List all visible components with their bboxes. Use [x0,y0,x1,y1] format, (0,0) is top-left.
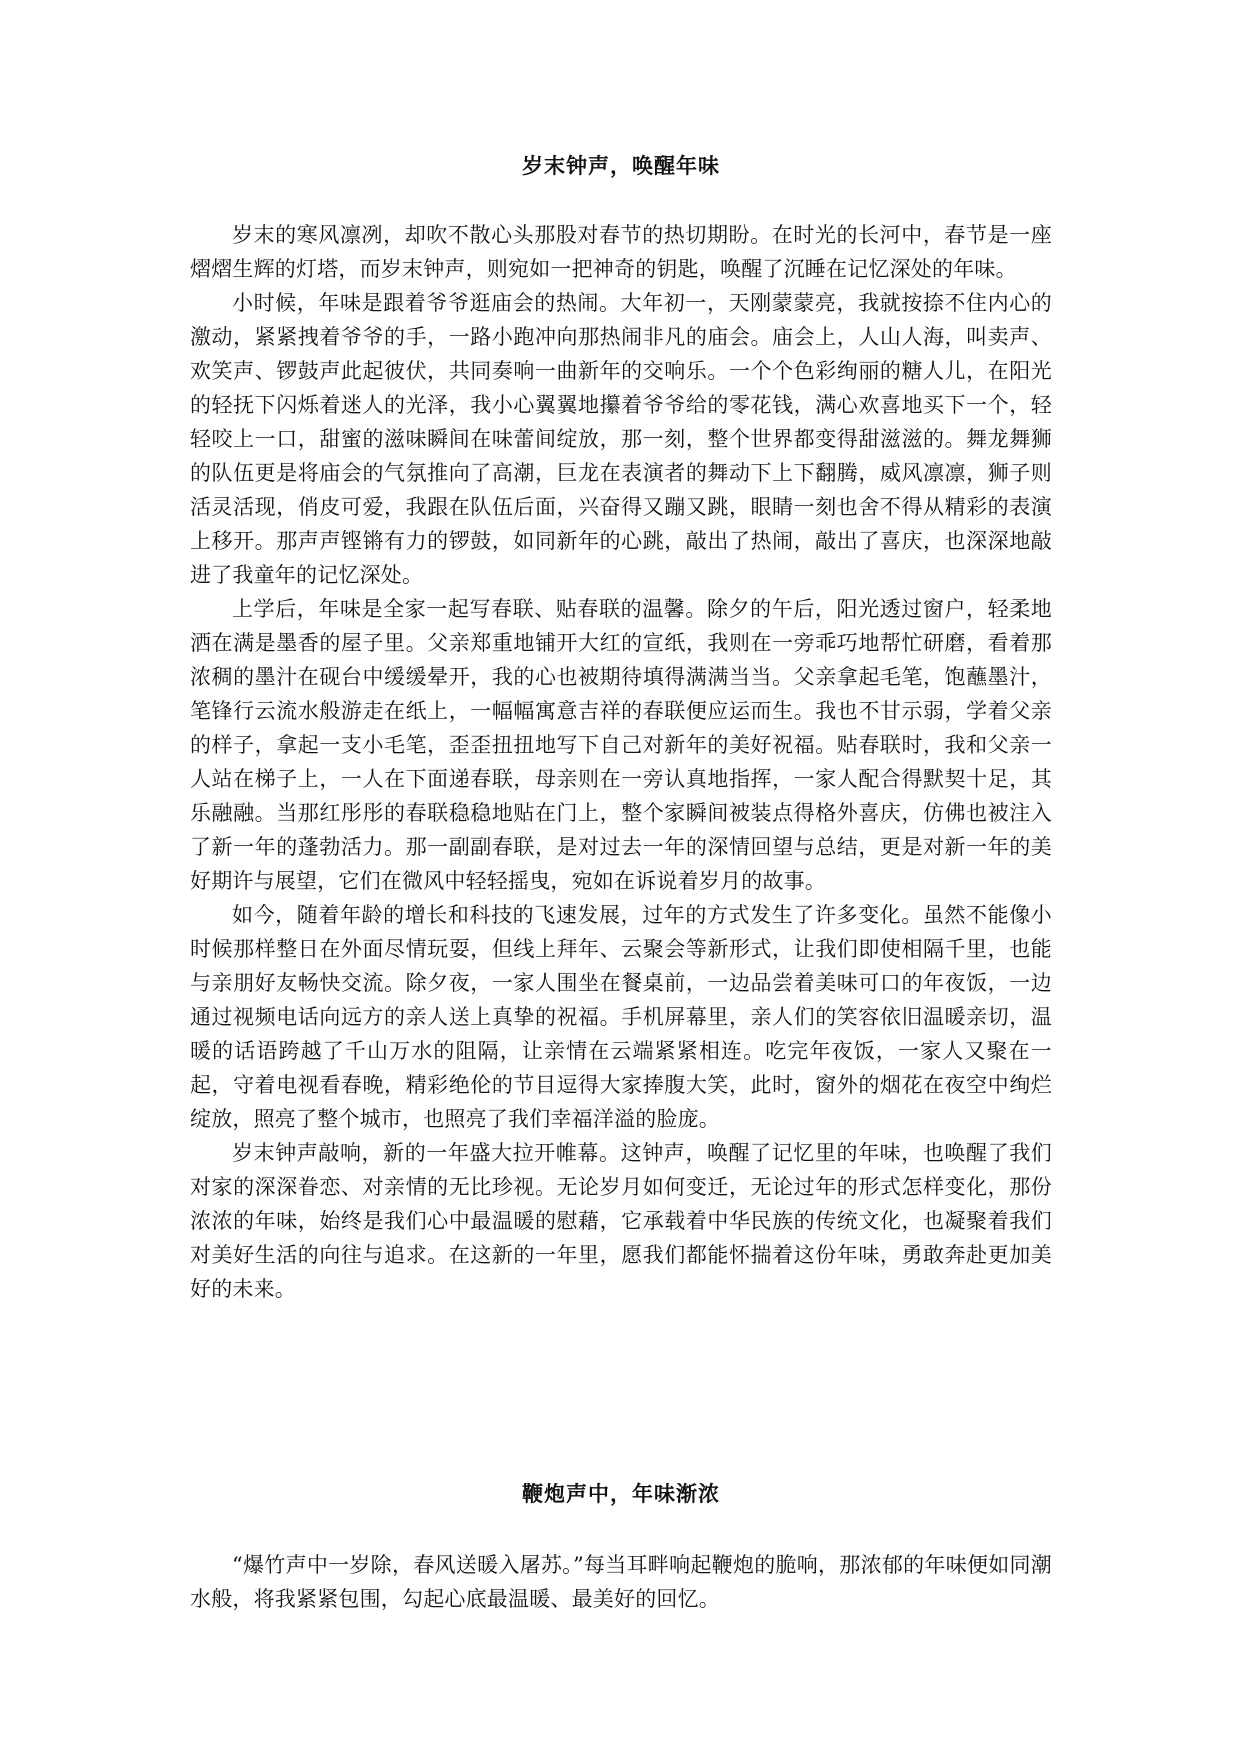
article-2-paragraph-1: “爆竹声中一岁除，春风送暖入屠苏。”每当耳畔响起鞭炮的脆响，那浓郁的年味便如同潮水般，将我紧紧包围，勾起心底最温暖、最美好的回忆。 [190,1553,1052,1611]
article-1-paragraph-4: 如今，随着年龄的增长和科技的飞速发展，过年的方式发生了许多变化。虽然不能像小时候那样整日在外面尽情玩耍，但线上拜年、云聚会等新形式，让我们即使相隔千里，也能与亲朋好友畅快交流。除夕夜，一家人围坐在餐桌前，一边品尝着美味可口的年夜饭，一边通过视频电话向远方的亲人送上真挚的祝福。手机屏幕里，亲人们的笑容依旧温暖亲切，温暖的话语跨越了千山万水的阻隔，让亲情在云端紧紧相连。吃完年夜饭，一家人又聚在一起，守着电视看春晚，精彩绝伦的节目逗得大家捧腹大笑，此时，窗外的烟花在夜空中绚烂绽放，照亮了整个城市，也照亮了我们幸福洋溢的脸庞。 [190,903,1052,1131]
article-1-title: 岁末钟声，唤醒年味 [522,153,720,178]
article-2-title: 鞭炮声中，年味渐浓 [522,1481,720,1506]
article-2 [190,1476,1052,1616]
article-1-paragraph-5: 岁末钟声敲响，新的一年盛大拉开帷幕。这钟声，唤醒了记忆里的年味，也唤醒了我们对家的深深眷恋、对亲情的无比珍视。无论岁月如何变迁，无论过年的形式怎样变化，那份浓浓的年味，始终是我们心中最温暖的慰藉，它承载着中华民族的传统文化，也凝聚着我们对美好生活的向往与追求。在这新的一年里，愿我们都能怀揣着这份年味，勇敢奔赴更加美好的未来。 [190,1141,1052,1301]
article-1-paragraph-3: 上学后，年味是全家一起写春联、贴春联的温馨。除夕的午后，阳光透过窗户，轻柔地洒在满是墨香的屋子里。父亲郑重地铺开大红的宣纸，我则在一旁乖巧地帮忙研磨，看着那浓稠的墨汁在砚台中缓缓晕开，我的心也被期待填得满满当当。父亲拿起毛笔，饱蘸墨汁，笔锋行云流水般游走在纸上，一幅幅寓意吉祥的春联便应运而生。我也不甘示弱，学着父亲的样子，拿起一支小毛笔，歪歪扭扭地写下自己对新年的美好祝福。贴春联时，我和父亲一人站在梯子上，一人在下面递春联，母亲则在一旁认真地指挥，一家人配合得默契十足，其乐融融。当那红彤彤的春联稳稳地贴在门上，整个家瞬间被装点得格外喜庆，仿佛也被注入了新一年的蓬勃活力。那一副副春联，是对过去一年的深情回望与总结，更是对新一年的美好期许与展望，它们在微风中轻轻摇曳，宛如在诉说着岁月的故事。 [190,597,1052,893]
article-1-paragraph-1: 岁末的寒风凛冽，却吹不散心头那股对春节的热切期盼。在时光的长河中，春节是一座熠熠生辉的灯塔，而岁末钟声，则宛如一把神奇的钥匙，唤醒了沉睡在记忆深处的年味。 [190,223,1052,281]
article-1 [190,148,1052,1306]
article-1-paragraph-2: 小时候，年味是跟着爷爷逛庙会的热闹。大年初一，天刚蒙蒙亮，我就按捺不住内心的激动，紧紧拽着爷爷的手，一路小跑冲向那热闹非凡的庙会。庙会上，人山人海，叫卖声、欢笑声、锣鼓声此起彼伏，共同奏响一曲新年的交响乐。一个个色彩绚丽的糖人儿，在阳光的轻抚下闪烁着迷人的光泽，我小心翼翼地攥着爷爷给的零花钱，满心欢喜地买下一个，轻轻咬上一口，甜蜜的滋味瞬间在味蕾间绽放，那一刻，整个世界都变得甜滋滋的。舞龙舞狮的队伍更是将庙会的气氛推向了高潮，巨龙在表演者的舞动下上下翻腾，威风凛凛，狮子则活灵活现，俏皮可爱，我跟在队伍后面，兴奋得又蹦又跳，眼睛一刻也舍不得从精彩的表演上移开。那声声铿锵有力的锣鼓，如同新年的心跳，敲出了热闹，敲出了喜庆，也深深地敲进了我童年的记忆深处。 [190,291,1052,587]
